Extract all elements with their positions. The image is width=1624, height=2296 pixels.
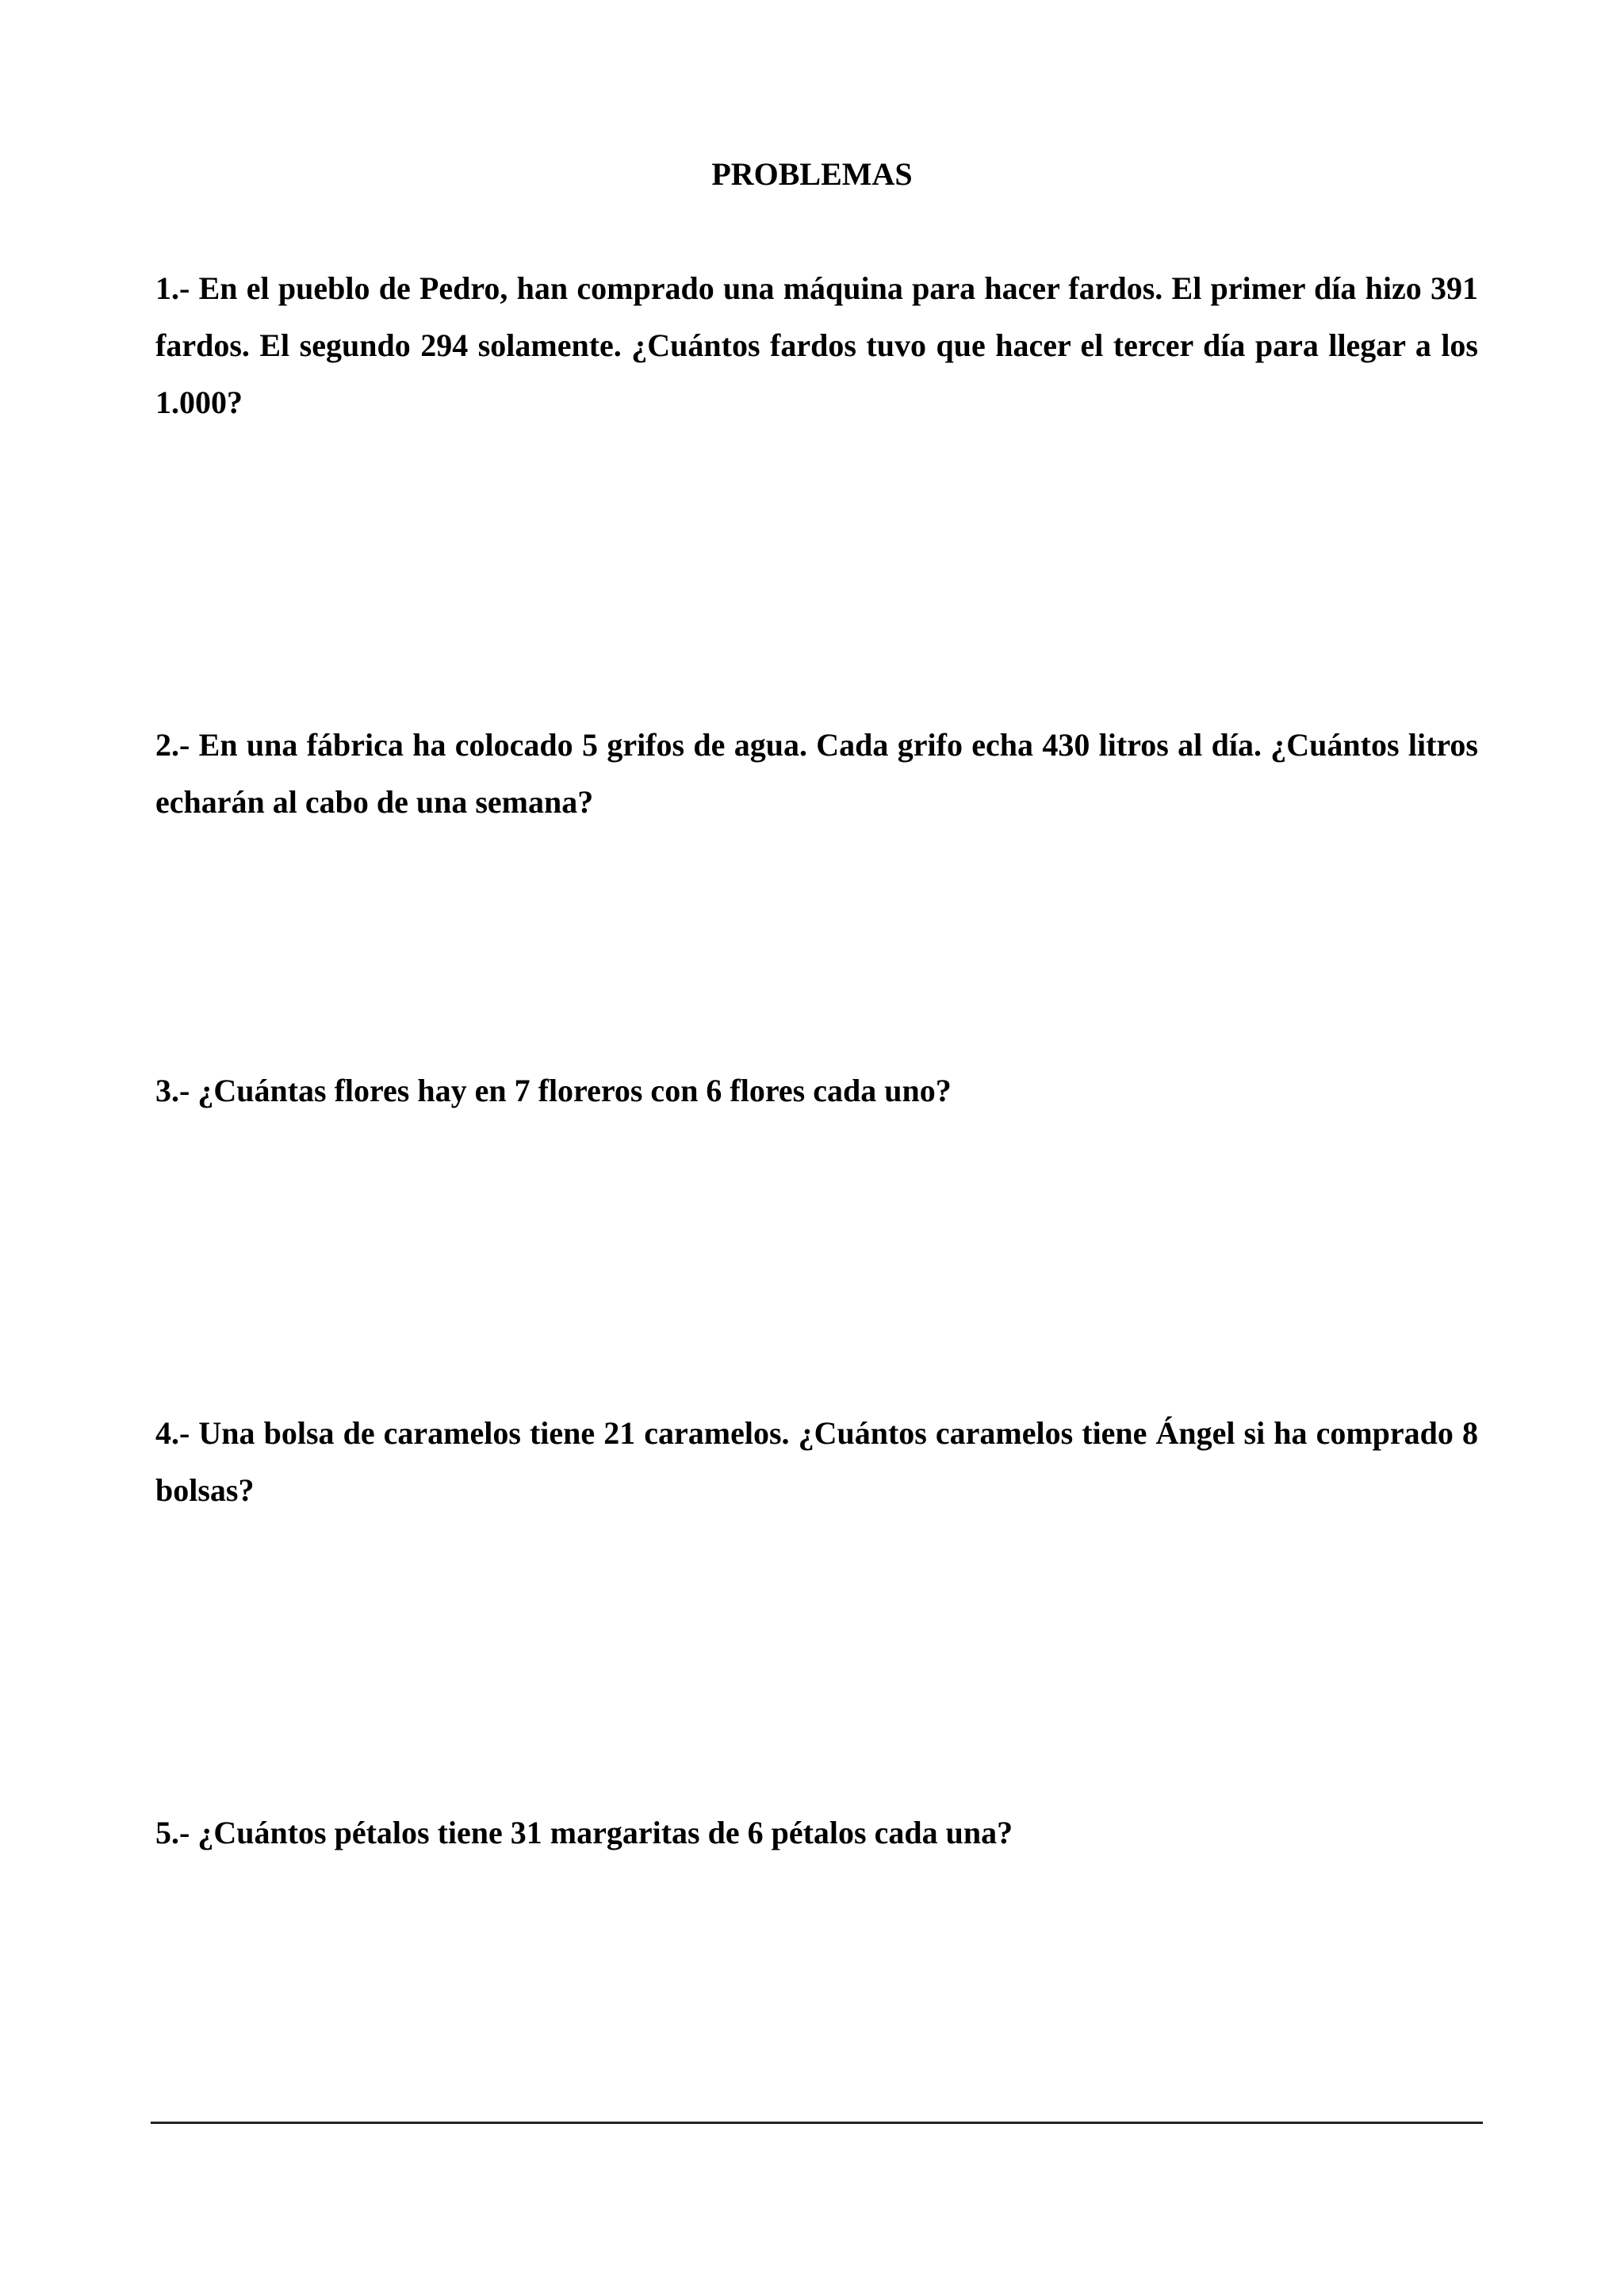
problem-2-text: 2.- En una fábrica ha colocado 5 grifos de agua. Cada grifo echa 430 litros al día. ¿Cuántos litros echarán al cabo de una semana? [155, 727, 1478, 820]
problem-4-text: 4.- Una bolsa de caramelos tiene 21 caramelos. ¿Cuántos caramelos tiene Ángel si ha comprado 8 bolsas? [155, 1415, 1478, 1508]
page-title: PROBLEMAS [711, 156, 913, 192]
footer-divider [151, 2122, 1483, 2124]
problem-3-text: 3.- ¿Cuántas flores hay en 7 floreros con 6 flores cada uno? [155, 1073, 952, 1108]
problem-5-text: 5.- ¿Cuántos pétalos tiene 31 margaritas de 6 pétalos cada una? [155, 1815, 1013, 1850]
problem-1-text: 1.- En el pueblo de Pedro, han comprado una máquina para hacer fardos. El primer día hizo 391 fardos. El segundo 294 solamente. ¿Cuántos fardos tuvo que hacer el tercer día para llegar a los 1.000? [155, 270, 1478, 420]
